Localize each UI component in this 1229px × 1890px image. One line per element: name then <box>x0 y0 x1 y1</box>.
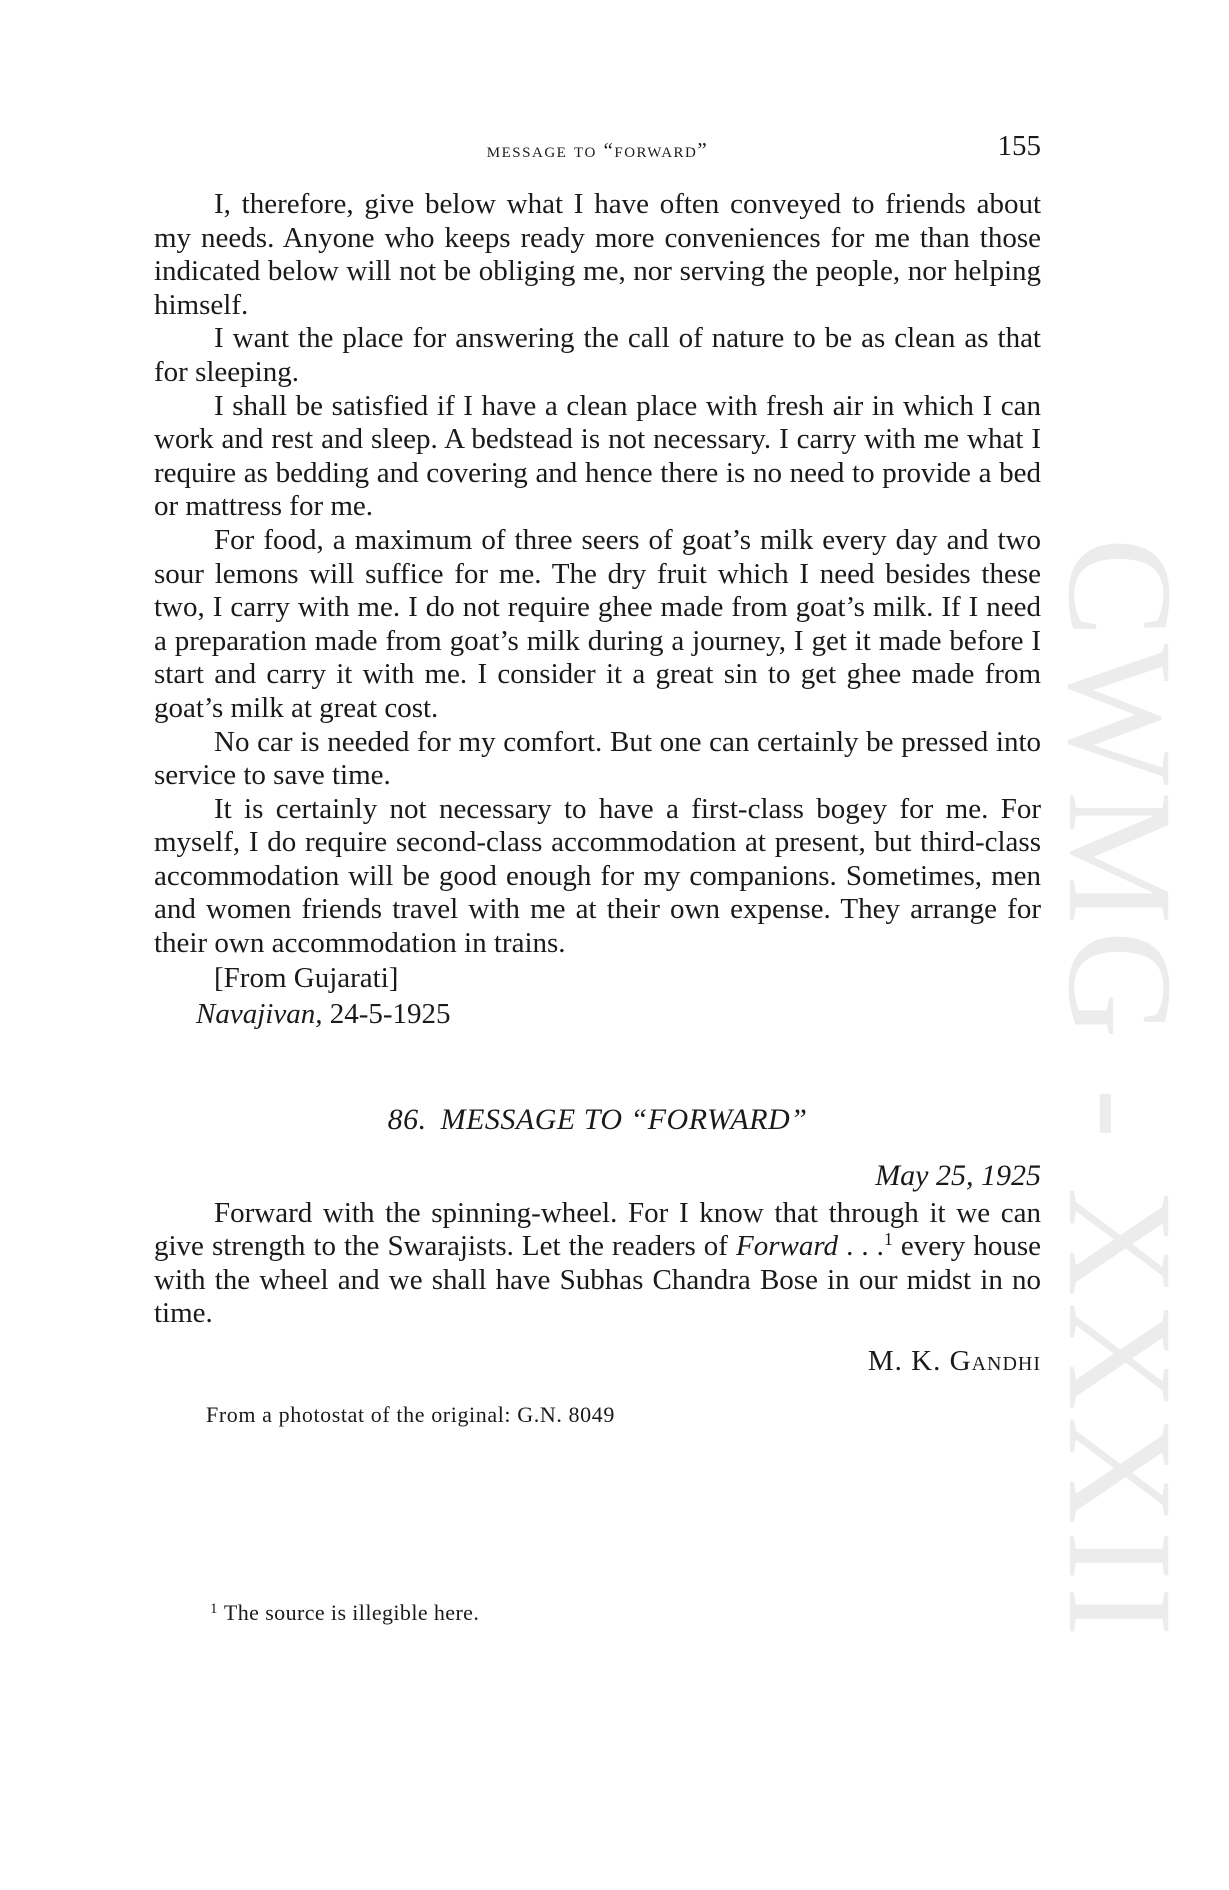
citation-date: 24-5-1925 <box>329 997 451 1030</box>
ellipsis: . . . <box>838 1230 884 1263</box>
message-text-start: Forward with the spinning-wheel. For I know that through it we can give strength to the Swarajists. Let the readers of <box>154 1196 1041 1263</box>
paragraph: No car is needed for my comfort. But one can certainly be pressed into service to save time. <box>154 725 1041 792</box>
message-body <box>154 1197 1041 1331</box>
watermark: CWMG - XXXII <box>1037 537 1203 1643</box>
running-head <box>154 120 1041 170</box>
dateline: May 25, 1925 <box>875 1158 1041 1192</box>
footnote-reference: 1 <box>883 1229 893 1250</box>
page-number: 155 <box>997 130 1041 162</box>
message-text-end: every house with the wheel and we shall have Subhas Chandra Bose in our midst in no time. <box>154 1230 1041 1330</box>
section-number: 86. <box>387 1102 427 1136</box>
signature-surname-rest: andhi <box>971 1345 1041 1378</box>
running-head-title: message to “forward” <box>486 138 709 162</box>
paragraph: I want the place for answering the call of nature to be as clean as that for sleeping. <box>154 322 1041 388</box>
paragraph: I shall be satisfied if I have a clean place with fresh air in which I can work and rest and sleep. A bedstead is not necessary. I carry with me what I require as bedding and covering and hence there is no need to provide a bed or mattress for me. <box>154 389 1041 523</box>
citation <box>154 997 1041 1031</box>
signature <box>154 1345 1041 1378</box>
publication-name: Forward <box>735 1230 839 1263</box>
footnote-text: The source is illegible here. <box>223 1600 480 1625</box>
signature-initials: M. K. G <box>867 1345 972 1378</box>
paragraph: I, therefore, give below what I have often conveyed to friends about my needs. Anyone who keeps ready more conveniences for me than those indicated below will not be obliging me, nor serving the people, nor helping himself. <box>154 188 1041 321</box>
citation-publication: Navajivan, <box>196 997 323 1030</box>
paragraph: For food, a maximum of three seers of goat’s milk every day and two sour lemons will suffice for me. The dry fruit which I need besides these two, I carry with me. I do not require ghee made from goat’s milk. If I need a preparation made from goat’s milk during a journey, I get it made before I start and carry it with me. I consider it a great sin to get ghee made from goat’s milk at great cost. <box>154 523 1041 724</box>
section-heading <box>154 1103 1041 1137</box>
original-source-note: From a photostat of the original: G.N. 8049 <box>206 1402 615 1428</box>
footnote <box>210 1600 479 1626</box>
section-title: MESSAGE TO “FORWARD” <box>440 1102 808 1136</box>
document-page <box>154 120 1041 1428</box>
source-language-note: [From Gujarati] <box>214 961 399 994</box>
paragraph: It is certainly not necessary to have a first-class bogey for me. For myself, I do require second-class accommodation at present, but third-class accommodation will be good enough for my companions. Sometimes, men and women friends travel with me at their own expense. They arrange for their own accommodation in trains. <box>154 792 1041 960</box>
footnote-mark: 1 <box>210 1601 218 1617</box>
